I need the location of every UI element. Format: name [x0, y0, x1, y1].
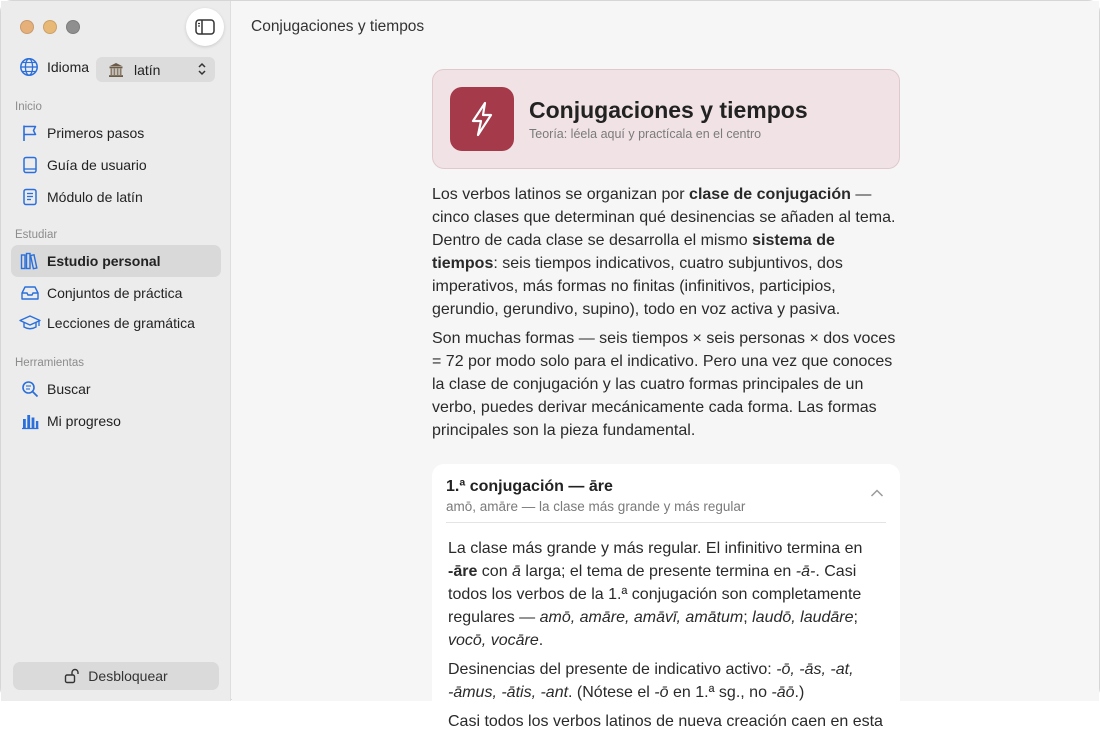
section-title-herramientas: Herramientas: [15, 357, 85, 369]
page-subtitle: Teoría: léela aquí y practícala en el centro: [529, 127, 762, 141]
intro-paragraph-2: Son muchas formas — seis tiempos × seis personas × dos voces = 72 por modo solo para el indicativo. Pero una vez que conoces la clase de conjugación y las cuatro formas principales de un verbo, puedes derivar mecánicamente cada forma. Las formas principales son la pieza fundamental.: [432, 330, 896, 439]
close-window-button[interactable]: [20, 20, 34, 34]
card-paragraph-2: Desinencias del presente de indicativo activo: -ō, -ās, -at, -āmus, -ātis, -ant. (Nótese el -ō en 1.ª sg., no -āō.): [448, 661, 854, 701]
card-body: [446, 523, 886, 733]
sidebar-item-mi-progreso[interactable]: [11, 405, 221, 437]
unlock-icon: [64, 668, 80, 684]
tray-icon: [19, 282, 41, 304]
conjugation-card: [432, 464, 900, 730]
temple-icon: [108, 62, 124, 78]
graduation-cap-icon: [19, 312, 41, 334]
flag-icon: [19, 122, 41, 144]
card-subtitle: amō, amāre — la clase más grande y más regular: [446, 499, 746, 514]
sidebar-item-lecciones-de-gramatica[interactable]: [11, 307, 221, 339]
minimize-window-button[interactable]: [43, 20, 57, 34]
language-select[interactable]: [96, 57, 215, 82]
document-book-icon: [19, 186, 41, 208]
sidebar-item-conjuntos-de-practica[interactable]: [11, 277, 221, 309]
sidebar-item-label: Mi progreso: [47, 413, 121, 429]
sidebar-item-modulo-de-latin[interactable]: [11, 181, 221, 213]
article-content: [432, 69, 900, 730]
chevron-up-down-icon: [197, 62, 207, 76]
card-title: 1.ª conjugación — āre: [446, 478, 613, 495]
lightning-icon: [450, 87, 514, 151]
sidebar-item-buscar[interactable]: [11, 373, 221, 405]
sidebar-item-label: Guía de usuario: [47, 157, 147, 173]
page-title: Conjugaciones y tiempos: [529, 97, 808, 123]
sidebar-item-label: Primeros pasos: [47, 125, 145, 141]
intro-paragraph-1: Los verbos latinos se organizan por clase de conjugación — cinco clases que determinan qué desinencias se añaden al tema. Dentro de cada clase se desarrolla el mismo sistema de tiempos: seis tiempos indicativos, cuatro subjuntivos, dos imperativos, más formas no finitas (infinitivos, participios, gerundio, gerundivo, supino), todo en voz activa y pasiva.: [432, 186, 896, 318]
sidebar-item-label: Estudio personal: [47, 253, 161, 269]
globe-icon: [19, 57, 39, 77]
unlock-button[interactable]: [13, 662, 219, 690]
window-title: Conjugaciones y tiempos: [251, 18, 425, 35]
section-title-inicio: Inicio: [15, 101, 42, 113]
sidebar-item-label: Conjuntos de práctica: [47, 285, 183, 301]
sidebar-item-label: Buscar: [47, 381, 91, 397]
language-row: [19, 57, 161, 78]
chevron-up-icon[interactable]: [870, 488, 884, 498]
bar-chart-icon: [19, 410, 41, 432]
sidebar-icon: [195, 19, 215, 35]
window-controls: [20, 20, 80, 34]
sidebar-item-label: Módulo de latín: [47, 189, 143, 205]
zoom-window-button[interactable]: [66, 20, 80, 34]
sidebar-item-label: Lecciones de gramática: [47, 315, 195, 331]
language-label: Idioma: [47, 59, 90, 75]
language-value: latín: [134, 61, 161, 78]
sidebar-item-estudio-personal[interactable]: [11, 245, 221, 277]
main-pane: [232, 1, 1099, 730]
card-header[interactable]: [446, 478, 886, 523]
sidebar-item-primeros-pasos[interactable]: [11, 117, 221, 149]
sidebar-item-guia-de-usuario[interactable]: [11, 149, 221, 181]
sidebar: [1, 1, 231, 701]
book-icon: [19, 154, 41, 176]
search-icon: [19, 378, 41, 400]
sidebar-toggle-button[interactable]: [186, 8, 224, 46]
card-paragraph-3: Casi todos los verbos latinos de nueva creación caen en esta: [448, 713, 883, 730]
section-title-estudiar: Estudiar: [15, 229, 58, 241]
card-paragraph-1: La clase más grande y más regular. El infinitivo termina en -āre con ā larga; el tema de presente termina en -ā-. Casi todos los verbos de la 1.ª conjugación son completamente regulares — amō, amāre, amāvī, amātum; laudō, laudāre; vocō, vocāre.: [448, 540, 863, 649]
books-icon: [19, 250, 41, 272]
unlock-label: Desbloquear: [88, 668, 168, 684]
topic-header-card: [432, 69, 900, 169]
